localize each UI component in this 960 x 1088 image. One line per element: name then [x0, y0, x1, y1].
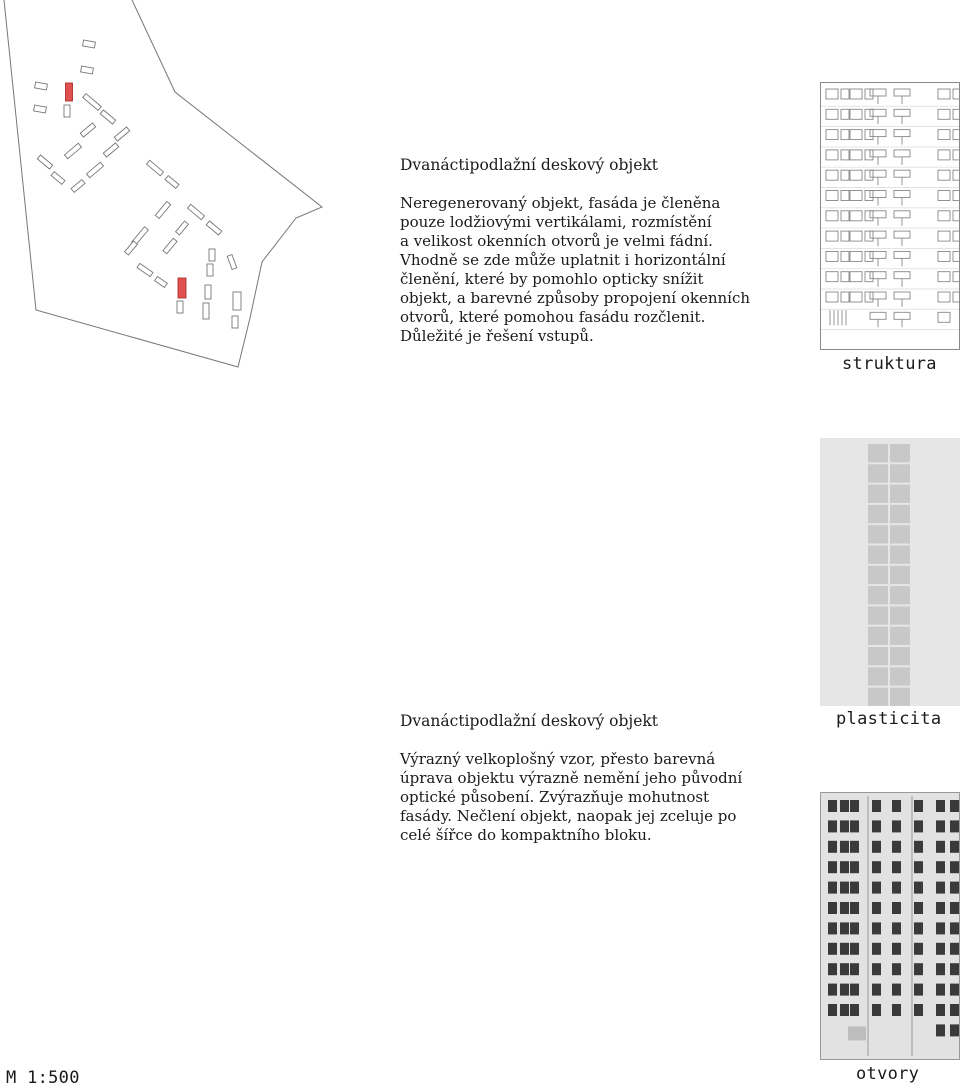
paragraph-line: Vhodně se zde může uplatnit i horizontální	[400, 251, 726, 269]
window	[950, 902, 959, 914]
window	[872, 841, 881, 853]
loggia-column-cell	[890, 485, 910, 503]
struktura-label: struktura	[842, 354, 937, 374]
building-block	[177, 301, 183, 313]
loggia-column-cell	[890, 566, 910, 584]
window	[936, 861, 945, 873]
loggia-column-cell	[890, 647, 910, 665]
window	[914, 820, 923, 832]
window	[850, 820, 859, 832]
building-block	[81, 66, 94, 74]
window	[850, 1004, 859, 1016]
window	[850, 902, 859, 914]
paragraph-line: a velikost okenních otvorů je velmi fádní.	[400, 232, 713, 250]
building-block	[80, 123, 95, 137]
building-block	[100, 110, 115, 124]
window	[872, 902, 881, 914]
window	[840, 841, 849, 853]
building-block	[114, 127, 129, 141]
loggia-column-cell	[890, 586, 910, 604]
window	[850, 882, 859, 894]
window	[840, 882, 849, 894]
window	[892, 882, 901, 894]
loggia-column-cell	[890, 505, 910, 523]
building-block	[86, 162, 103, 177]
building-block	[125, 241, 138, 255]
loggia-column-cell	[868, 586, 888, 604]
paragraph-line: úprava objektu výrazně nemění jeho původní	[400, 769, 743, 787]
paragraph-line: fasády. Nečlení objekt, naopak jej zceluje po	[400, 807, 737, 825]
window	[872, 943, 881, 955]
window	[936, 841, 945, 853]
window	[950, 1004, 959, 1016]
building-block	[203, 303, 209, 319]
loggia-column-cell	[868, 525, 888, 543]
window	[840, 922, 849, 934]
section1-title: Dvanáctipodlažní deskový objekt	[400, 156, 658, 174]
paragraph-line: otvorů, které pomohou fasádu rozčlenit.	[400, 308, 706, 326]
window	[828, 861, 837, 873]
window	[936, 963, 945, 975]
window	[914, 984, 923, 996]
window	[936, 902, 945, 914]
window	[828, 820, 837, 832]
window	[914, 861, 923, 873]
window	[850, 963, 859, 975]
window	[950, 963, 959, 975]
paragraph-line: optické působení. Zvýrazňuje mohutnost	[400, 788, 710, 806]
building-blocks	[34, 40, 241, 328]
building-block	[83, 40, 96, 48]
window	[892, 902, 901, 914]
loggia-column-cell	[868, 444, 888, 462]
window	[950, 841, 959, 853]
loggia-column-cell	[890, 688, 910, 706]
building-block	[207, 264, 213, 276]
window	[840, 861, 849, 873]
window	[914, 902, 923, 914]
paragraph-line: celé šířce do kompaktního bloku.	[400, 826, 652, 844]
window	[892, 963, 901, 975]
struktura-facade	[820, 82, 960, 350]
loggia-column-cell	[890, 667, 910, 685]
window	[950, 984, 959, 996]
building-block	[137, 263, 153, 276]
window	[914, 882, 923, 894]
plasticita-facade	[820, 438, 960, 706]
window	[828, 943, 837, 955]
window	[840, 963, 849, 975]
window	[914, 841, 923, 853]
building-block	[51, 172, 65, 185]
window	[872, 820, 881, 832]
loggia-column-cell	[868, 688, 888, 706]
building-block	[83, 94, 102, 111]
paragraph-line: Výrazný velkoplošný vzor, přesto barevná	[400, 750, 716, 768]
window	[950, 1024, 959, 1036]
paragraph-line: Neregenerovaný objekt, fasáda je členěna	[400, 194, 721, 212]
highlighted-building	[66, 83, 73, 101]
entrance	[848, 1026, 866, 1040]
window	[914, 922, 923, 934]
window	[914, 1004, 923, 1016]
loggia-column-cell	[868, 485, 888, 503]
plasticita-label: plasticita	[836, 709, 942, 729]
window	[840, 1004, 849, 1016]
window	[950, 882, 959, 894]
window	[828, 1004, 837, 1016]
paragraph-line: pouze lodžiovými vertikálami, rozmístění	[400, 213, 712, 231]
building-block	[103, 143, 118, 157]
loggia-column-cell	[890, 606, 910, 624]
section2-title: Dvanáctipodlažní deskový objekt	[400, 712, 658, 730]
building-block	[64, 105, 70, 117]
window	[828, 922, 837, 934]
window	[840, 984, 849, 996]
building-block	[233, 292, 241, 310]
window	[872, 882, 881, 894]
window	[840, 820, 849, 832]
window	[828, 841, 837, 853]
window	[950, 943, 959, 955]
window	[892, 922, 901, 934]
section1-paragraph	[400, 194, 750, 346]
window	[914, 800, 923, 812]
window	[892, 800, 901, 812]
section2-paragraph	[400, 750, 742, 845]
loggia-column-cell	[868, 627, 888, 645]
building-block	[187, 204, 204, 219]
paragraph-line: objekt, a barevné způsoby propojení okenních	[400, 289, 751, 307]
loggia-column-cell	[868, 464, 888, 482]
window	[840, 800, 849, 812]
window	[936, 820, 945, 832]
site-boundary	[4, 0, 322, 367]
window	[914, 963, 923, 975]
building-block	[64, 143, 81, 158]
window	[840, 902, 849, 914]
building-block	[155, 277, 168, 288]
window	[892, 1004, 901, 1016]
window	[892, 943, 901, 955]
loggia-column-cell	[868, 647, 888, 665]
window	[892, 984, 901, 996]
paragraph-line: Důležité je řešení vstupů.	[400, 327, 594, 345]
window	[892, 820, 901, 832]
building-block	[146, 160, 163, 175]
building-block	[34, 105, 47, 113]
window	[936, 1024, 945, 1036]
otvory-label: otvory	[856, 1064, 920, 1084]
building-block	[155, 201, 170, 218]
loggia-column-cell	[890, 546, 910, 564]
window	[936, 1004, 945, 1016]
window	[872, 922, 881, 934]
window	[828, 882, 837, 894]
window	[950, 861, 959, 873]
scale-label: M 1:500	[6, 1068, 80, 1088]
building-block	[209, 249, 215, 261]
window	[850, 922, 859, 934]
building-block	[205, 285, 211, 299]
loggia-column-cell	[890, 464, 910, 482]
building-block	[35, 82, 48, 90]
window	[950, 800, 959, 812]
highlighted-building	[178, 278, 186, 298]
window	[872, 800, 881, 812]
building-block	[71, 180, 85, 193]
otvory-facade	[820, 792, 960, 1060]
window	[914, 943, 923, 955]
loggia-column-cell	[890, 525, 910, 543]
site-plan	[0, 0, 380, 380]
building-block	[227, 255, 236, 270]
loggia-column-cell	[890, 444, 910, 462]
window	[950, 922, 959, 934]
window	[936, 882, 945, 894]
loggia-column-cell	[868, 606, 888, 624]
window	[936, 943, 945, 955]
window	[850, 800, 859, 812]
paragraph-line: členění, které by pomohlo opticky snížit	[400, 270, 704, 288]
building-block	[163, 238, 177, 253]
window	[850, 861, 859, 873]
building-block	[232, 316, 238, 328]
building-block	[37, 155, 52, 169]
window	[936, 984, 945, 996]
window	[828, 800, 837, 812]
window	[936, 800, 945, 812]
window	[872, 1004, 881, 1016]
loggia-column-cell	[868, 566, 888, 584]
window	[892, 841, 901, 853]
loggia-column-cell	[868, 505, 888, 523]
window	[850, 841, 859, 853]
window	[850, 943, 859, 955]
window	[872, 984, 881, 996]
window	[828, 902, 837, 914]
window	[850, 984, 859, 996]
window	[872, 963, 881, 975]
window	[872, 861, 881, 873]
window	[936, 922, 945, 934]
building-block	[165, 176, 179, 189]
loggia-column-cell	[890, 627, 910, 645]
loggia-column-cell	[868, 667, 888, 685]
building-block	[176, 221, 189, 235]
loggia-column-cell	[868, 546, 888, 564]
window	[840, 943, 849, 955]
window	[828, 963, 837, 975]
window	[892, 861, 901, 873]
window	[950, 820, 959, 832]
window	[828, 984, 837, 996]
building-block	[206, 221, 221, 235]
